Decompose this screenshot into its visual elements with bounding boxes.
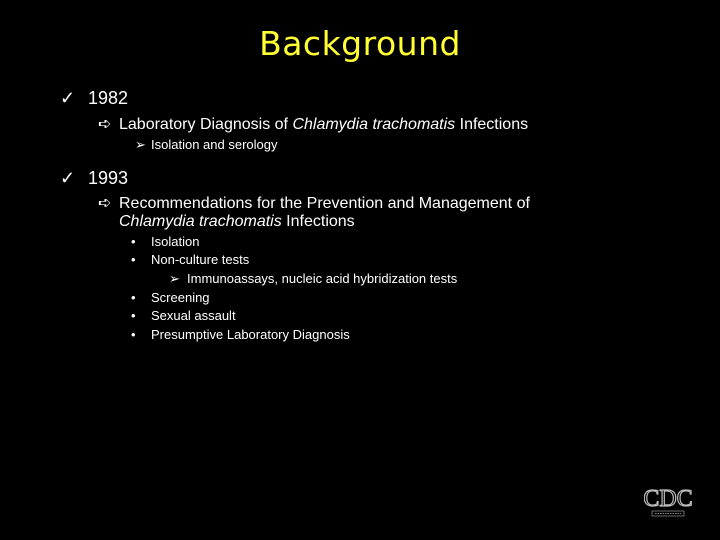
bullet-icon: • xyxy=(131,327,136,342)
bullet-icon: • xyxy=(131,234,136,249)
year-label: 1993 xyxy=(88,168,129,188)
section-1993 xyxy=(60,168,128,189)
bullet-icon: • xyxy=(131,308,136,323)
section-heading-cont: Chlamydia trachomatis Infections xyxy=(119,213,355,230)
arrow-icon: ➪ xyxy=(98,195,112,212)
arrow-bullet-icon: ➢ xyxy=(135,137,146,152)
arrow-icon: ➪ xyxy=(98,116,112,133)
section-1982 xyxy=(60,88,128,109)
list-item: • Screening xyxy=(131,290,210,305)
slide-title: Background xyxy=(259,24,461,63)
bullet-icon: • xyxy=(131,290,136,305)
section-heading: ➪ Recommendations for the Prevention and Management of xyxy=(98,195,530,212)
checkmark-icon: ✓ xyxy=(60,168,76,188)
checkmark-icon: ✓ xyxy=(60,88,76,108)
list-item: • Sexual assault xyxy=(131,308,236,323)
list-item: • Non-culture tests xyxy=(131,252,250,267)
sub-item: ➢ Isolation and serology xyxy=(135,137,278,152)
list-item: • Isolation xyxy=(131,234,200,249)
bullet-icon: • xyxy=(131,252,136,267)
arrow-bullet-icon: ➢ xyxy=(169,271,180,286)
year-label: 1982 xyxy=(88,88,129,108)
section-heading: ➪ Laboratory Diagnosis of Chlamydia trachomatis Infections xyxy=(98,116,529,133)
nested-list-item: ➢ Immunoassays, nucleic acid hybridization tests xyxy=(169,271,458,286)
cdc-logo-text: CDC xyxy=(644,486,692,512)
list-item: • Presumptive Laboratory Diagnosis xyxy=(131,327,350,342)
cdc-logo xyxy=(644,484,692,525)
